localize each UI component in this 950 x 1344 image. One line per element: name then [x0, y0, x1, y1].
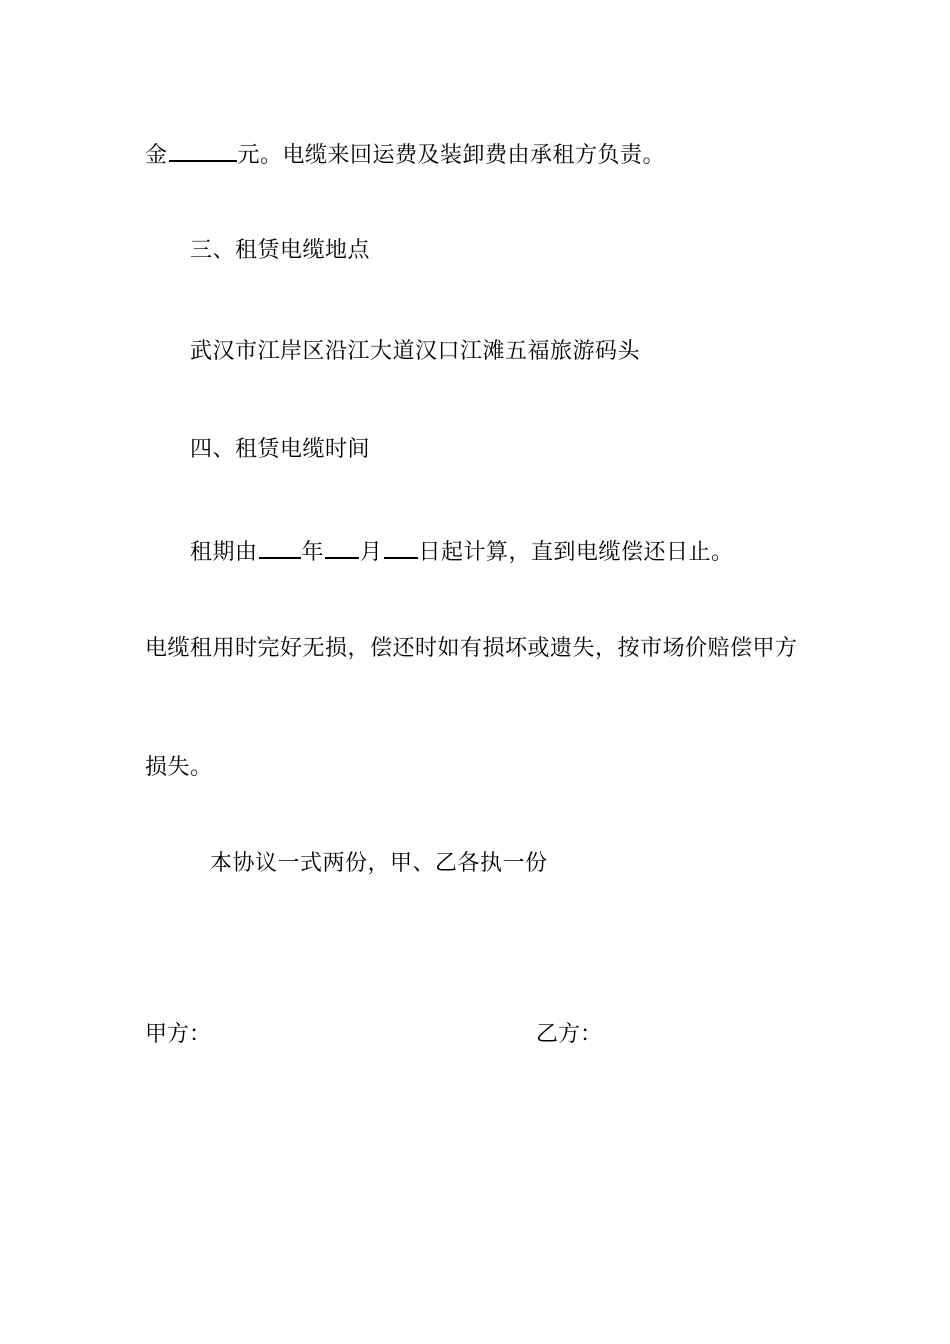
day-blank	[384, 535, 418, 559]
year-label: 年	[301, 540, 325, 565]
year-blank	[259, 535, 301, 559]
deposit-prefix: 金	[145, 143, 168, 168]
damage-clause-line-1: 电缆租用时完好无损，偿还时如有损坏或遗失，按市场价赔偿甲方	[145, 636, 798, 661]
rental-period-line	[190, 535, 734, 568]
copies-clause: 本协议一式两份，甲、乙各执一份	[210, 851, 548, 876]
section-3-body: 武汉市江岸区沿江大道汉口江滩五福旅游码头	[190, 339, 641, 364]
month-label: 月	[360, 540, 383, 565]
section-3-heading: 三、租赁电缆地点	[190, 238, 371, 263]
deposit-suffix: 元。电缆来回运费及装卸费由承租方负责。	[237, 143, 666, 168]
rental-period-prefix: 租期由	[190, 540, 258, 565]
damage-clause-line-2: 损失。	[145, 755, 213, 780]
section-4-heading: 四、租赁电缆时间	[190, 437, 371, 462]
rental-period-suffix: 日起计算，直到电缆偿还日止。	[418, 540, 734, 565]
deposit-line	[145, 138, 665, 171]
party-b-signature-label: 乙方：	[536, 1022, 603, 1047]
deposit-amount-blank	[169, 138, 237, 162]
month-blank	[325, 535, 359, 559]
party-a-signature-label: 甲方：	[145, 1022, 212, 1047]
